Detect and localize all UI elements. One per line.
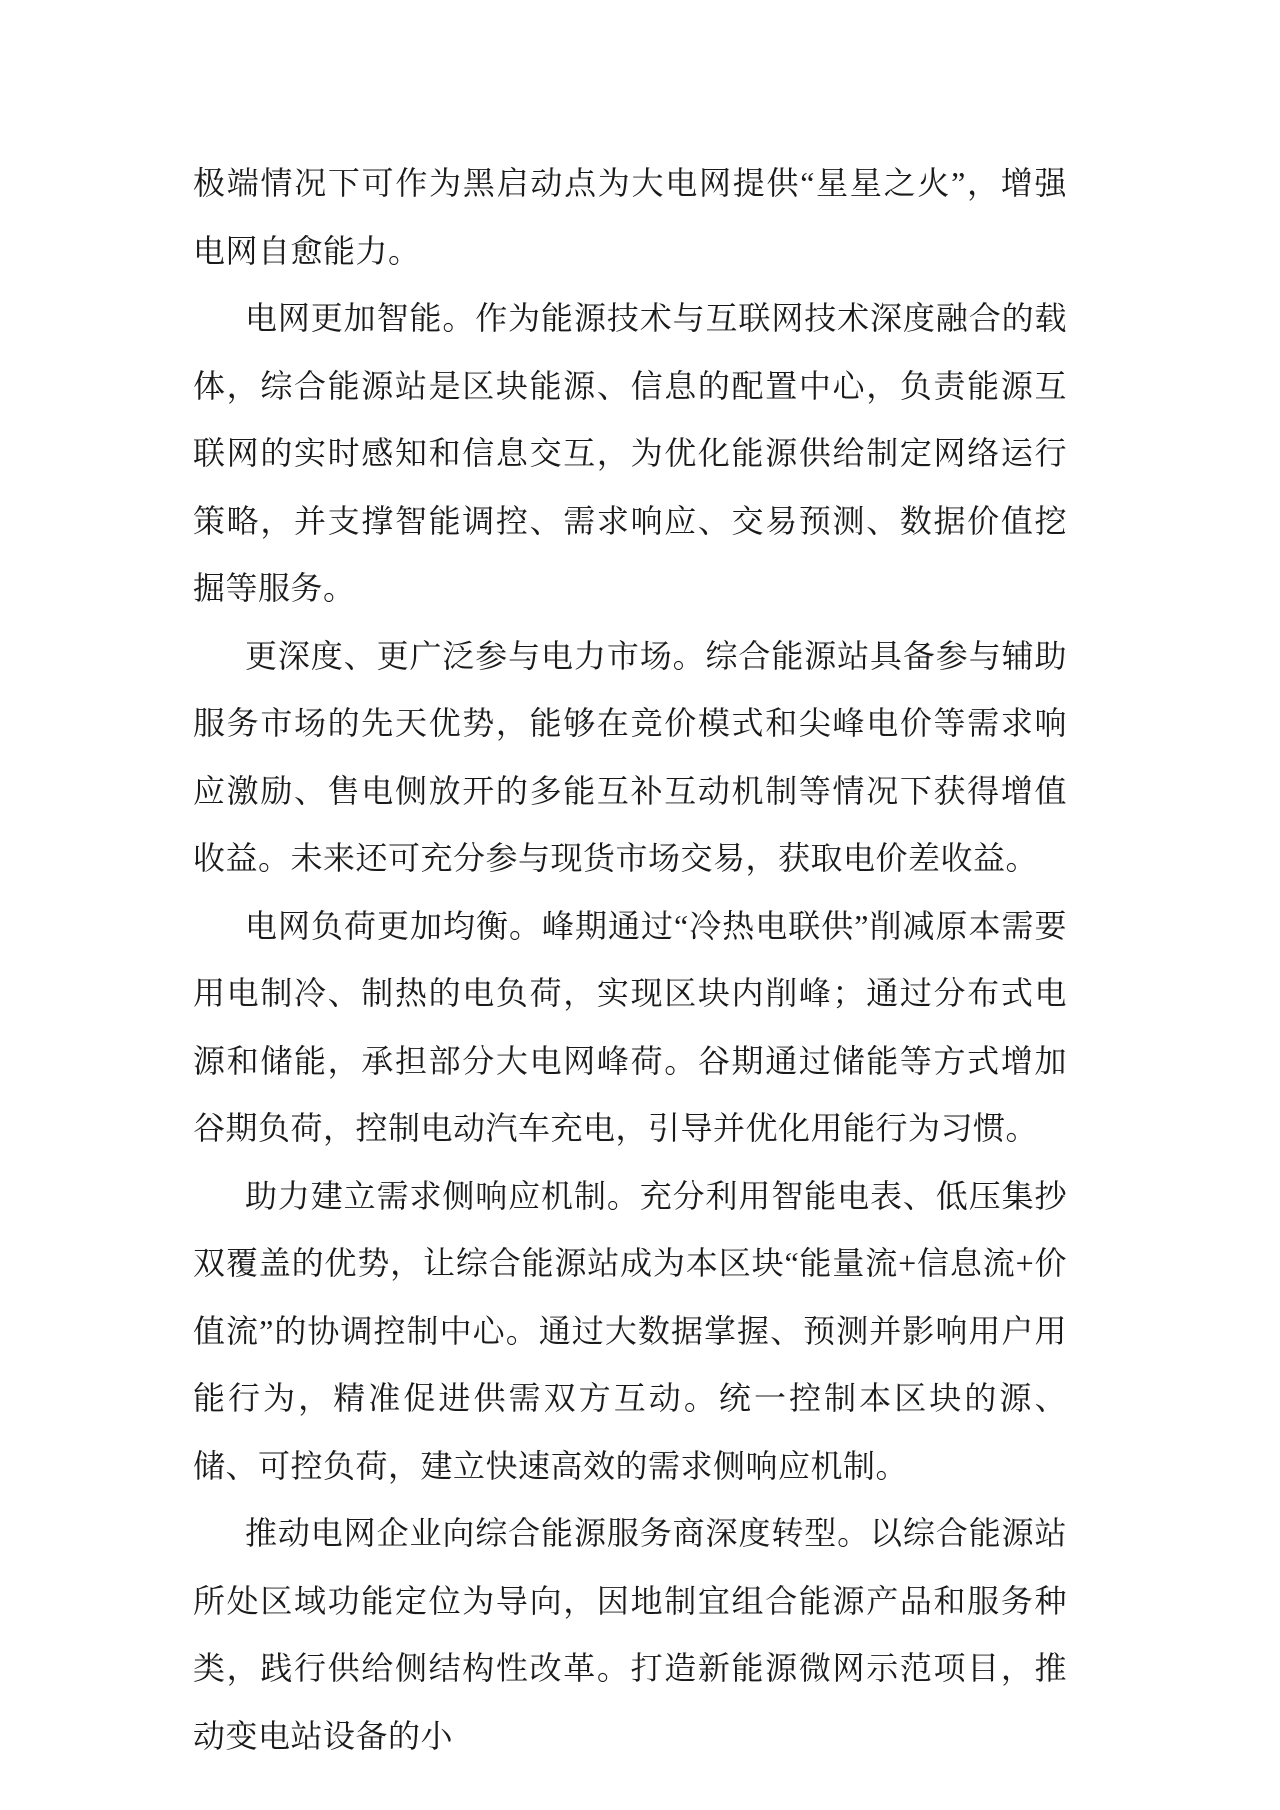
paragraph: 助力建立需求侧响应机制。充分利用智能电表、低压集抄双覆盖的优势，让综合能源站成为本区块“能量流+信息流+价值流”的协调控制中心。通过大数据掌握、预测并影响用户用能行为，精准促进供需双方互动。统一控制本区块的源、储、可控负荷，建立快速高效的需求侧响应机制。 [193, 1177, 1067, 1484]
paragraph: 电网负荷更加均衡。峰期通过“冷热电联供”削减原本需要用电制冷、制热的电负荷，实现区块内削峰；通过分布式电源和储能，承担部分大电网峰荷。谷期通过储能等方式增加谷期负荷，控制电动汽车充电，引导并优化用能行为习惯。 [193, 907, 1067, 1146]
document-body-text [193, 150, 1067, 1770]
paragraph: 更深度、更广泛参与电力市场。综合能源站具备参与辅助服务市场的先天优势，能够在竞价模式和尖峰电价等需求响应激励、售电侧放开的多能互补互动机制等情况下获得增值收益。未来还可充分参与现货市场交易，获取电价差收益。 [193, 637, 1067, 876]
paragraph: 电网更加智能。作为能源技术与互联网技术深度融合的载体，综合能源站是区块能源、信息的配置中心，负责能源互联网的实时感知和信息交互，为优化能源供给制定网络运行策略，并支撑智能调控、需求响应、交易预测、数据价值挖掘等服务。 [193, 300, 1067, 606]
paragraph: 推动电网企业向综合能源服务商深度转型。以综合能源站所处区域功能定位为导向，因地制宜组合能源产品和服务种类，践行供给侧结构性改革。打造新能源微网示范项目，推动变电站设备的小 [193, 1515, 1067, 1754]
paragraph: 极端情况下可作为黑启动点为大电网提供“星星之火”，增强电网自愈能力。 [193, 165, 1067, 269]
